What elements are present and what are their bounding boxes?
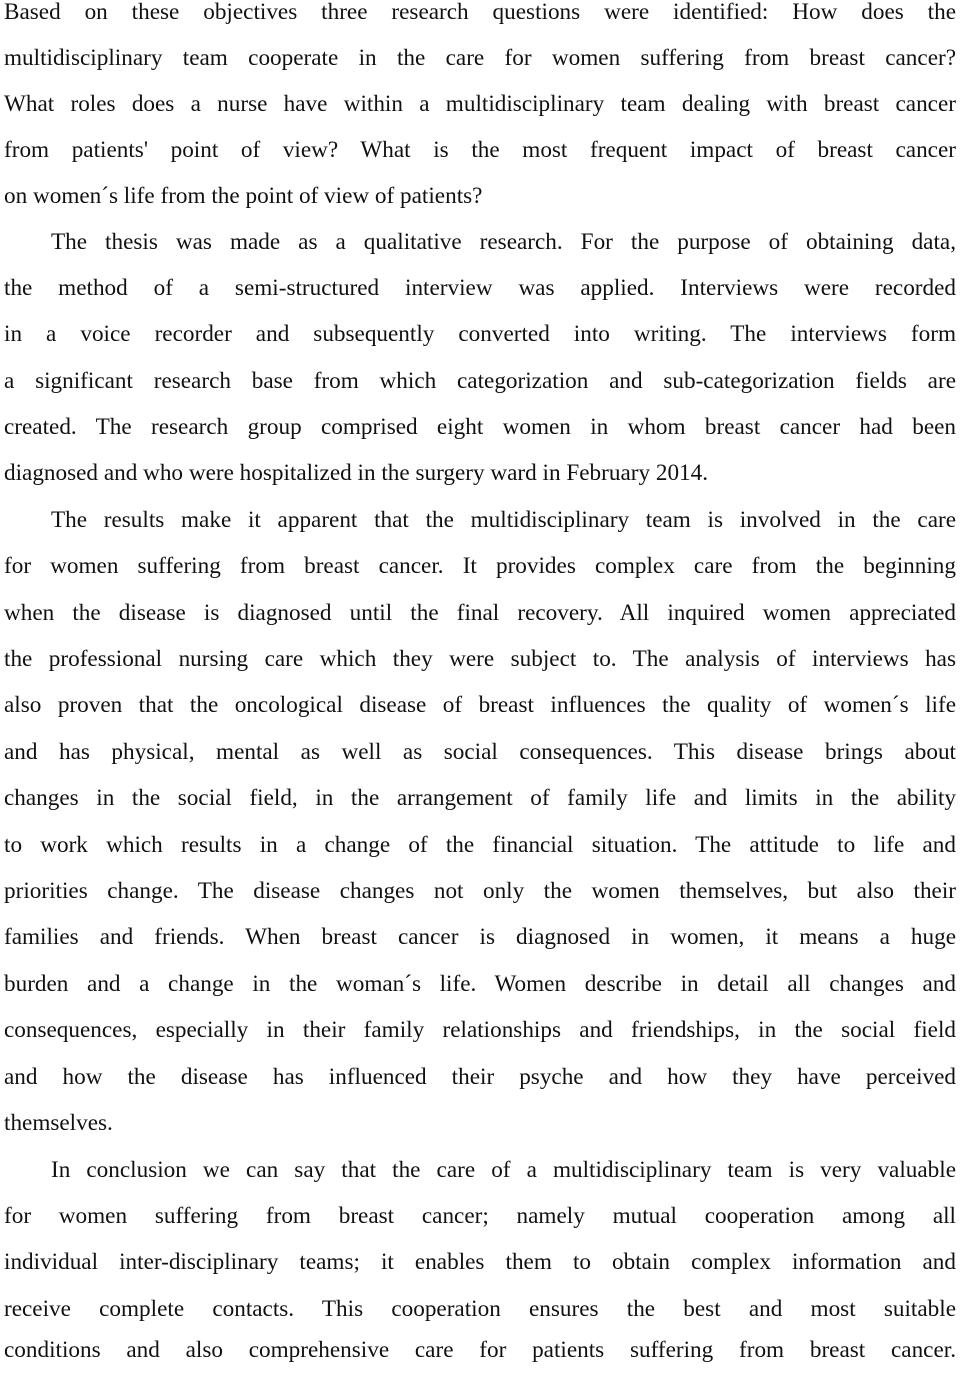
text-line: changes in the social field, in the arrangement of family life and limits in the ability: [4, 785, 956, 811]
text-line: also proven that the oncological disease of breast influences the quality of women´s life: [4, 692, 956, 718]
text-line: from patients' point of view? What is the most frequent impact of breast cancer: [4, 137, 956, 163]
text-line: priorities change. The disease changes not only the women themselves, but also their: [4, 878, 956, 904]
text-line: when the disease is diagnosed until the final recovery. All inquired women appreciated: [4, 600, 956, 626]
text-line: the professional nursing care which they were subject to. The analysis of interviews has: [4, 646, 956, 672]
text-line: multidisciplinary team cooperate in the care for women suffering from breast cancer?: [4, 45, 956, 71]
text-line: receive complete contacts. This cooperation ensures the best and most suitable: [4, 1296, 956, 1322]
text-line: individual inter-disciplinary teams; it enables them to obtain complex information and: [4, 1249, 956, 1275]
text-line: in a voice recorder and subsequently converted into writing. The interviews form: [4, 321, 956, 347]
text-line: diagnosed and who were hospitalized in the surgery ward in February 2014.: [4, 460, 709, 486]
text-line: created. The research group comprised eight women in whom breast cancer had been: [4, 414, 956, 440]
text-line: for women suffering from breast cancer; namely mutual cooperation among all: [4, 1203, 956, 1229]
text-line: a significant research base from which categorization and sub-categorization fields are: [4, 368, 956, 394]
text-line: The results make it apparent that the multidisciplinary team is involved in the care: [51, 507, 956, 533]
text-line: and has physical, mental as well as social consequences. This disease brings about: [4, 739, 956, 765]
text-line: for women suffering from breast cancer. It provides complex care from the beginning: [4, 553, 956, 579]
text-line: and how the disease has influenced their psyche and how they have perceived: [4, 1064, 956, 1090]
text-line: What roles does a nurse have within a multidisciplinary team dealing with breast cancer: [4, 91, 956, 117]
text-line: themselves.: [4, 1110, 113, 1136]
text-line: the method of a semi-structured interview was applied. Interviews were recorded: [4, 275, 956, 301]
text-line: The thesis was made as a qualitative research. For the purpose of obtaining data,: [51, 229, 956, 255]
text-line: Based on these objectives three research questions were identified: How does the: [4, 0, 956, 25]
text-line: In conclusion we can say that the care of a multidisciplinary team is very valuable: [51, 1157, 956, 1183]
text-line: burden and a change in the woman´s life. Women describe in detail all changes and: [4, 971, 956, 997]
text-line: families and friends. When breast cancer is diagnosed in women, it means a huge: [4, 924, 956, 950]
text-line: to work which results in a change of the financial situation. The attitude to life and: [4, 832, 956, 858]
text-line: on women´s life from the point of view of patients?: [4, 183, 483, 209]
text-line: conditions and also comprehensive care for patients suffering from breast cancer.: [4, 1337, 956, 1363]
text-line: consequences, especially in their family relationships and friendships, in the social field: [4, 1017, 956, 1043]
